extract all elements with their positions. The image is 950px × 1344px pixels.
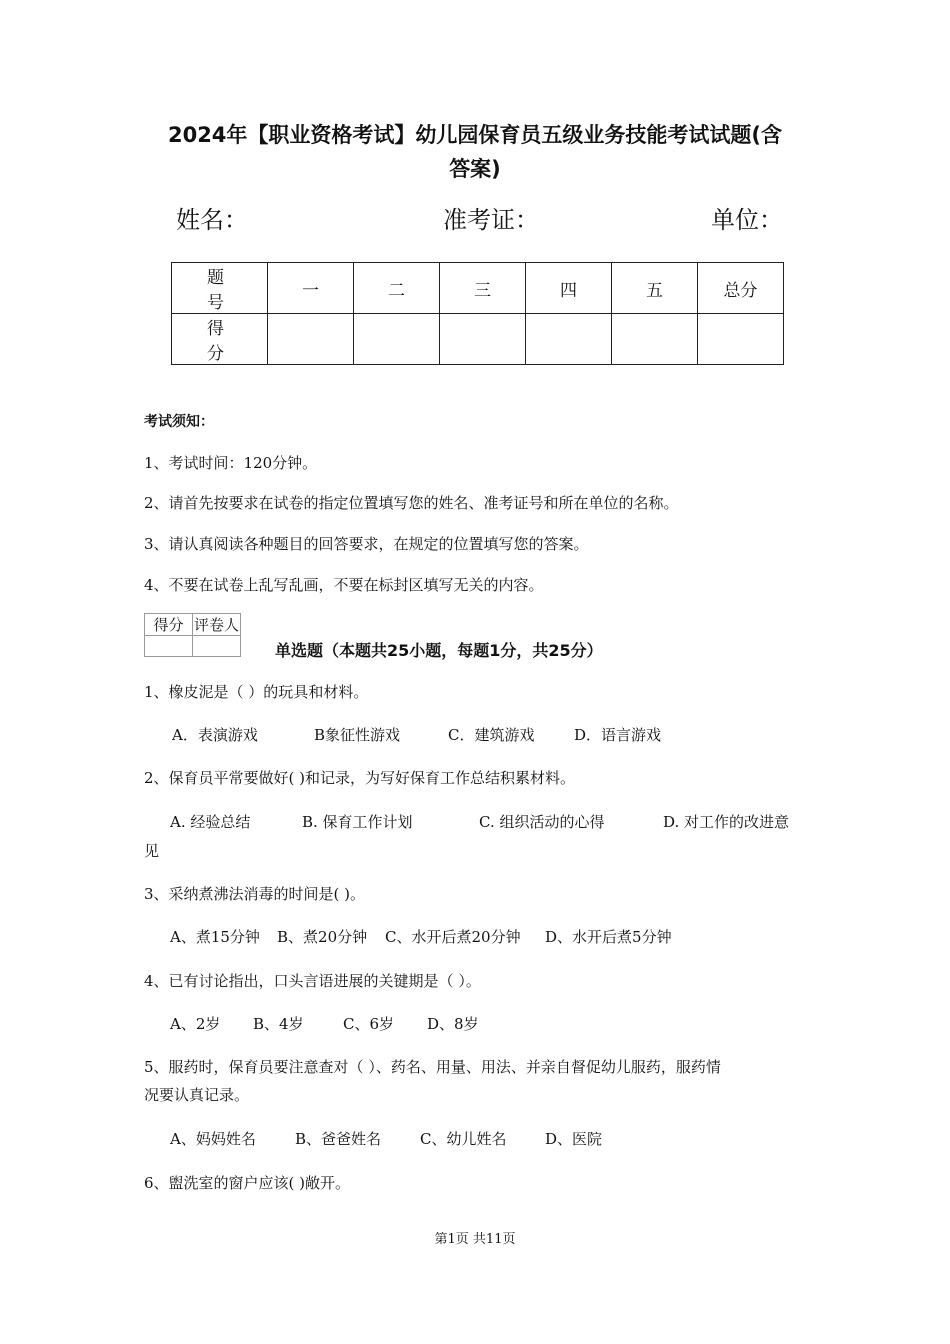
exam-title-line1: 2024年【职业资格考试】幼儿园保育员五级业务技能考试试题(含 bbox=[167, 123, 783, 147]
score-table-header-label: 题 号 bbox=[172, 263, 268, 314]
option-d: D、水开后煮5分钟 bbox=[545, 928, 672, 946]
notice-item: 4、不要在试卷上乱写乱画，不要在标封区填写无关的内容。 bbox=[144, 576, 544, 594]
option-b: B、煮20分钟 bbox=[277, 928, 368, 946]
score-table-col-3: 三 bbox=[440, 263, 526, 314]
score-table-col-1: 一 bbox=[268, 263, 354, 314]
option-d-wrap: 见 bbox=[144, 842, 160, 860]
name-label: 姓名： bbox=[176, 206, 248, 234]
score-table-header-row bbox=[172, 263, 784, 314]
question-stem: 4、已有讨论指出，口头言语进展的关键期是（ ）。 bbox=[144, 972, 481, 990]
option-b: B、爸爸姓名 bbox=[295, 1130, 382, 1148]
grader-reviewer-cell[interactable] bbox=[193, 636, 241, 657]
option-d: D、医院 bbox=[545, 1130, 603, 1148]
option-c: C. 组织活动的心得 bbox=[479, 813, 605, 831]
page-footer: 第1页 共11页 bbox=[434, 1232, 516, 1247]
grader-box bbox=[144, 613, 241, 657]
grader-input-row bbox=[145, 636, 241, 657]
option-d: D、8岁 bbox=[427, 1015, 479, 1033]
score-table-col-total: 总分 bbox=[698, 263, 784, 314]
notice-item: 3、请认真阅读各种题目的回答要求，在规定的位置填写您的答案。 bbox=[144, 535, 589, 553]
score-table-score-row bbox=[172, 314, 784, 365]
option-d: D. 对工作的改进意 bbox=[663, 813, 790, 831]
exam-title-line2: 答案) bbox=[449, 157, 501, 181]
score-cell[interactable] bbox=[612, 314, 698, 365]
question-stem: 3、采纳煮沸法消毒的时间是( )。 bbox=[144, 885, 366, 903]
option-a: A、煮15分钟 bbox=[170, 928, 260, 946]
score-cell[interactable] bbox=[268, 314, 354, 365]
question-stem-cont: 况要认真记录。 bbox=[144, 1086, 250, 1104]
grader-header-row bbox=[145, 614, 241, 636]
exam-id-label: 准考证： bbox=[443, 206, 539, 234]
notice-item: 2、请首先按要求在试卷的指定位置填写您的姓名、准考证号和所在单位的名称。 bbox=[144, 494, 679, 512]
option-b: B、4岁 bbox=[253, 1015, 304, 1033]
grader-score-cell[interactable] bbox=[145, 636, 193, 657]
score-cell[interactable] bbox=[526, 314, 612, 365]
option-c: C、水开后煮20分钟 bbox=[385, 928, 521, 946]
score-cell[interactable] bbox=[698, 314, 784, 365]
score-table-col-5: 五 bbox=[612, 263, 698, 314]
section-title: 单选题（本题共25小题，每题1分，共25分） bbox=[275, 641, 603, 660]
option-b: B. 保育工作计划 bbox=[302, 813, 413, 831]
notice-item: 1、考试时间：120分钟。 bbox=[144, 454, 318, 472]
question-stem: 5、服药时，保育员要注意查对（ ）、药名、用量、用法、并亲自督促幼儿服药，服药情 bbox=[144, 1058, 721, 1076]
score-table-col-2: 二 bbox=[354, 263, 440, 314]
option-d: D．语言游戏 bbox=[574, 726, 662, 744]
option-a: A、2岁 bbox=[170, 1015, 221, 1033]
exam-title bbox=[150, 118, 800, 186]
question-stem: 6、盥洗室的窗户应该( )敞开。 bbox=[144, 1174, 351, 1192]
grader-score-label: 得分 bbox=[145, 614, 193, 636]
option-a: A、妈妈姓名 bbox=[170, 1130, 256, 1148]
score-cell[interactable] bbox=[354, 314, 440, 365]
option-c: C、幼儿姓名 bbox=[420, 1130, 507, 1148]
option-c: C．建筑游戏 bbox=[448, 726, 535, 744]
notice-title: 考试须知： bbox=[144, 414, 214, 430]
unit-label: 单位： bbox=[711, 206, 783, 234]
question-stem: 1、橡皮泥是（ ）的玩具和材料。 bbox=[144, 683, 369, 701]
score-cell[interactable] bbox=[440, 314, 526, 365]
option-c: C、6岁 bbox=[343, 1015, 395, 1033]
option-b: B象征性游戏 bbox=[314, 726, 401, 744]
score-table bbox=[171, 262, 784, 365]
grader-reviewer-label: 评卷人 bbox=[193, 614, 241, 636]
option-a: A. 经验总结 bbox=[170, 813, 251, 831]
option-a: A．表演游戏 bbox=[172, 726, 258, 744]
question-stem: 2、保育员平常要做好( )和记录，为写好保育工作总结积累材料。 bbox=[144, 769, 576, 787]
score-table-col-4: 四 bbox=[526, 263, 612, 314]
score-table-score-label: 得 分 bbox=[172, 314, 268, 365]
